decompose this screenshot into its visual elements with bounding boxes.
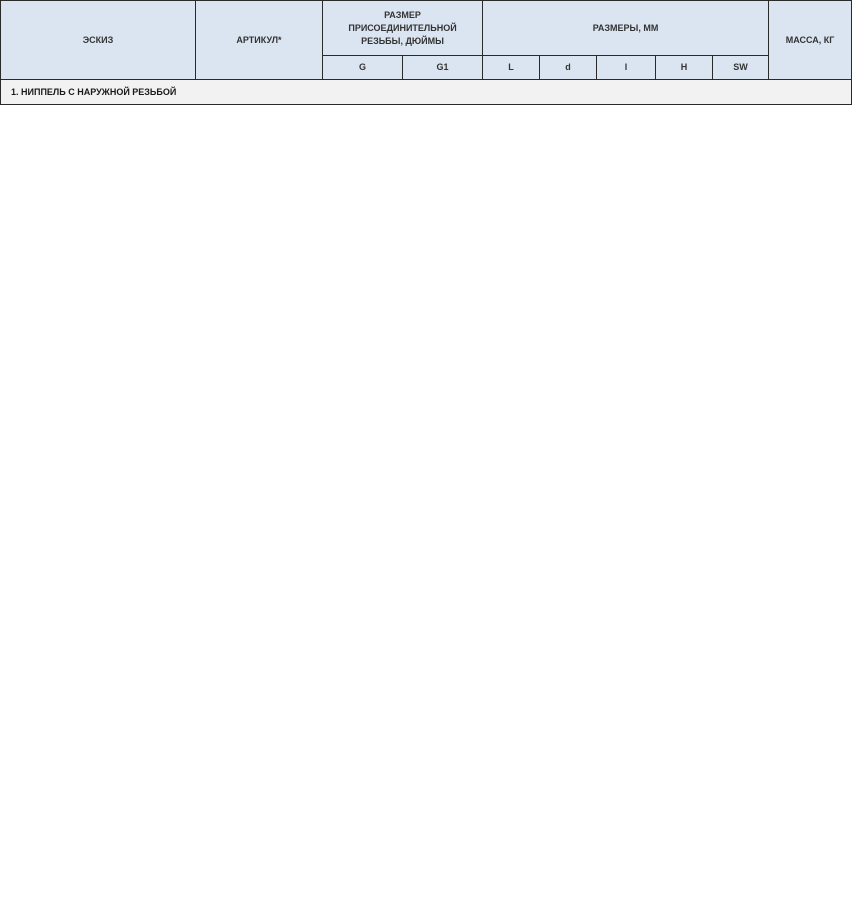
- header-col-6: SW: [713, 56, 769, 80]
- header-col-0: G: [323, 56, 403, 80]
- header-col-4: l: [597, 56, 656, 80]
- header-col-2: L: [483, 56, 540, 80]
- header-col-5: H: [656, 56, 713, 80]
- header-dimensions: РАЗМЕРЫ, ММ: [483, 1, 769, 56]
- spec-table: [0, 0, 852, 105]
- header-col-3: d: [540, 56, 597, 80]
- header-thread-size: РАЗМЕР ПРИСОЕДИНИТЕЛЬНОЙ РЕЗЬБЫ, ДЮЙМЫ: [323, 1, 483, 56]
- header-sketch: ЭСКИЗ: [1, 1, 196, 80]
- header-col-1: G1: [403, 56, 483, 80]
- section-title: 1. НИППЕЛЬ С НАРУЖНОЙ РЕЗЬБОЙ: [1, 80, 852, 105]
- header-mass: МАССА, КГ: [769, 1, 852, 80]
- header-article: АРТИКУЛ*: [196, 1, 323, 80]
